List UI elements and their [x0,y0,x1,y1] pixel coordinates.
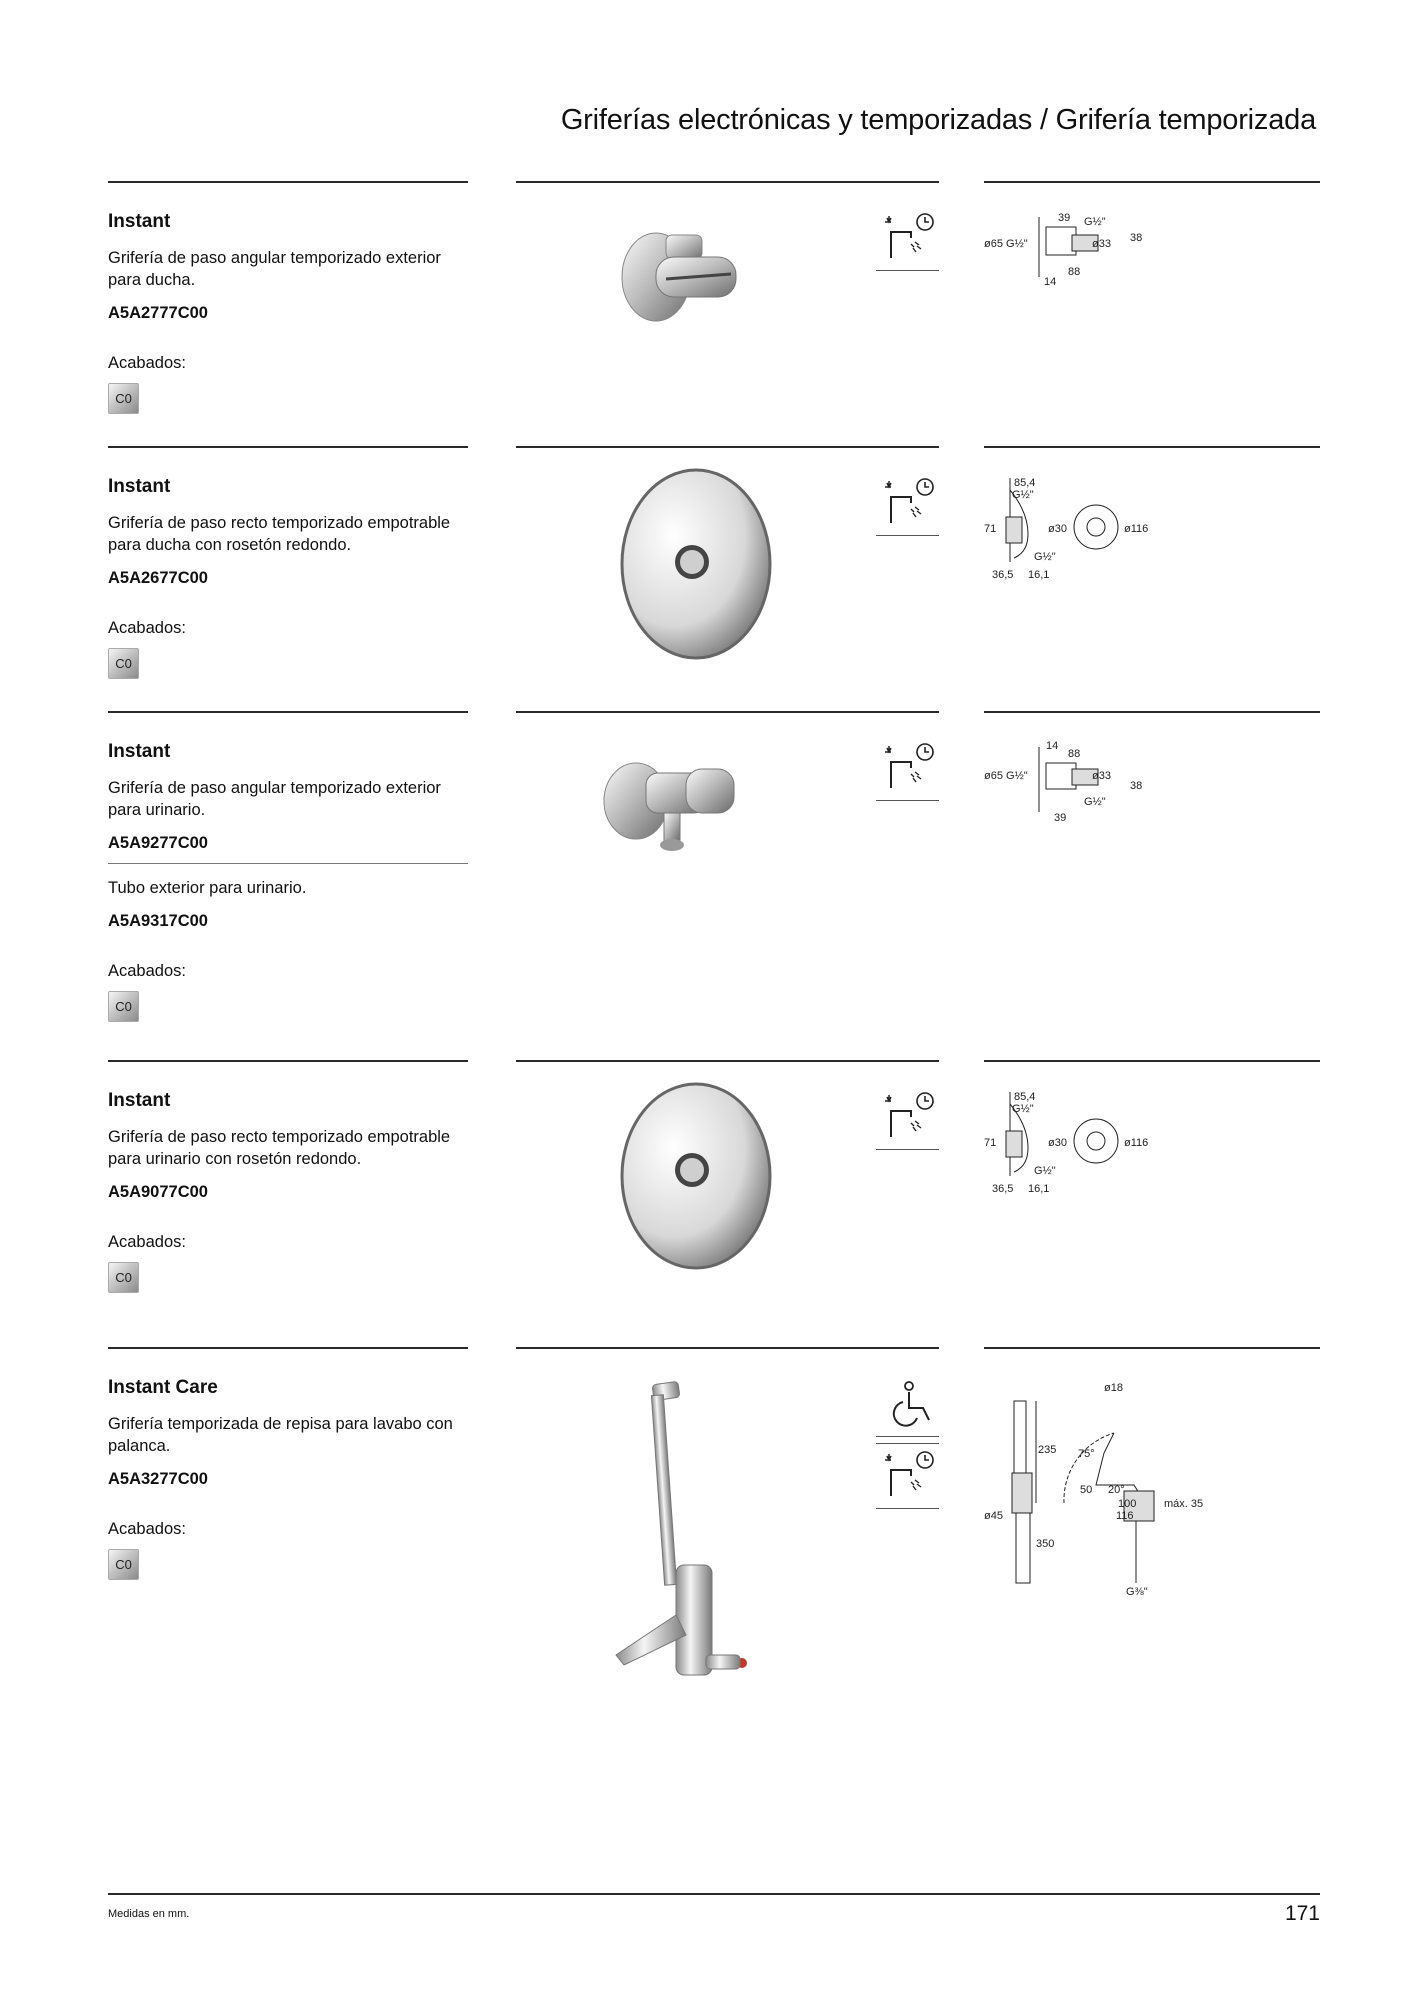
dimension-label: ø45 [984,1510,1003,1522]
product-code: A5A2677C00 [108,569,208,587]
feature-icons [876,205,939,271]
product-code: A5A9077C00 [108,1183,208,1201]
accessibility-icon [876,1371,939,1437]
finish-swatch-chrome: C0 [108,648,139,679]
dimension-label: G½" [1034,551,1056,563]
dimension-label: G½" [1084,216,1106,228]
technical-drawing [984,472,1164,592]
dimension-label: ø30 [1048,523,1067,535]
divider [984,711,1320,713]
product-info [108,476,468,679]
dimension-label: 16,1 [1028,1183,1050,1195]
dimension-label: ø30 [1048,1137,1067,1149]
product-name: Instant [108,211,171,232]
product-info [108,1090,468,1293]
product-row [0,1347,1414,1727]
divider [984,181,1320,183]
product-info [108,741,468,1022]
product-photo [516,464,856,674]
finish-swatch-chrome: C0 [108,1262,139,1293]
product-photo [516,729,856,879]
divider [108,711,468,713]
page-title: Griferías electrónicas y temporizadas / Grifería temporizada [560,104,1316,136]
accessory-description: Tubo exterior para urinario. [108,879,307,897]
technical-drawing [984,1086,1164,1206]
dimension-label: 88 [1068,266,1081,278]
product-photo [516,1078,856,1278]
dimension-label: ø33 [1092,238,1111,250]
divider [984,1060,1320,1062]
divider [984,1347,1320,1349]
dimension-label: ø18 [1104,1382,1123,1394]
finishes-label: Acabados: [108,1520,186,1538]
dimension-label: máx. 35 [1164,1498,1204,1510]
product-row [0,181,1414,421]
accessory-code: A5A9317C00 [108,912,208,930]
timed-shower-icon [876,1443,939,1509]
timed-shower-icon [876,1084,939,1150]
product-description: Grifería de paso angular temporizado exterior para urinario. [108,779,441,819]
dimension-label: 350 [1036,1538,1055,1550]
dimension-label: 38 [1130,780,1143,792]
product-row [0,711,1414,1041]
divider [516,1060,939,1062]
dimension-label: 20° [1108,1484,1125,1496]
dimension-label: G½" [1084,796,1106,808]
dimension-label: 235 [1038,1444,1057,1456]
dimension-label: G½" [1012,489,1034,501]
dimension-label: 88 [1068,748,1081,760]
product-info [108,211,468,414]
footer-note: Medidas en mm. [108,1908,190,1920]
feature-icons [876,1371,939,1509]
divider [516,1347,939,1349]
dimension-label: 75° [1078,1448,1095,1460]
product-photo [516,1365,856,1695]
product-name: Instant [108,476,171,497]
divider [108,181,468,183]
dimension-label: 36,5 [992,569,1014,581]
dimension-label: 38 [1130,232,1143,244]
divider [108,1060,468,1062]
dimension-label: 14 [1046,740,1059,752]
dimension-label: ø65 G½" [984,770,1028,782]
product-description: Grifería de paso angular temporizado exterior para ducha. [108,249,441,289]
timed-shower-icon [876,205,939,271]
technical-drawing [984,1373,1244,1613]
dimension-label: 39 [1058,212,1071,224]
technical-drawing [984,207,1144,297]
product-info [108,1377,468,1580]
dimension-label: ø33 [1092,770,1111,782]
finishes-label: Acabados: [108,1233,186,1251]
dimension-label: 71 [984,523,997,535]
dimension-label: 14 [1044,276,1057,288]
divider [516,711,939,713]
dimension-label: ø65 G½" [984,238,1028,250]
dimension-label: G½" [1012,1103,1034,1115]
dimension-label: 100 [1118,1498,1137,1510]
finish-swatch-chrome: C0 [108,1549,139,1580]
feature-icons [876,735,939,801]
feature-icons [876,470,939,536]
dimension-label: ø116 [1124,1137,1149,1149]
sub-divider [108,863,468,864]
dimension-label: 71 [984,1137,997,1149]
divider [984,446,1320,448]
product-name: Instant [108,1090,171,1111]
technical-drawing [984,737,1144,827]
footer-divider [108,1893,1320,1895]
finishes-label: Acabados: [108,619,186,637]
product-code: A5A2777C00 [108,304,208,322]
product-code: A5A9277C00 [108,834,208,852]
product-description: Grifería de paso recto temporizado empotrable para ducha con rosetón redondo. [108,514,451,554]
product-name: Instant Care [108,1377,218,1398]
dimension-label: ø116 [1124,523,1149,535]
dimension-label: 85,4 [1014,1091,1036,1103]
finish-swatch-chrome: C0 [108,383,139,414]
dimension-label: 116 [1116,1510,1134,1522]
divider [108,1347,468,1349]
product-description: Grifería de paso recto temporizado empotrable para urinario con rosetón redondo. [108,1128,451,1168]
dimension-label: G⅜" [1126,1586,1148,1598]
finish-swatch-chrome: C0 [108,991,139,1022]
dimension-label: 39 [1054,812,1067,824]
dimension-label: 50 [1080,1484,1093,1496]
product-row [0,446,1414,686]
divider [108,446,468,448]
finishes-label: Acabados: [108,962,186,980]
feature-icons [876,1084,939,1150]
page-number: 171 [1284,1902,1320,1925]
product-description: Grifería temporizada de repisa para lavabo con palanca. [108,1415,453,1455]
dimension-label: G½" [1034,1165,1056,1177]
product-code: A5A3277C00 [108,1470,208,1488]
timed-shower-icon [876,470,939,536]
dimension-label: 36,5 [992,1183,1014,1195]
timed-shower-icon [876,735,939,801]
dimension-label: 85,4 [1014,477,1036,489]
product-name: Instant [108,741,171,762]
dimension-label: 16,1 [1028,569,1050,581]
finishes-label: Acabados: [108,354,186,372]
product-row [0,1060,1414,1320]
divider [516,181,939,183]
divider [516,446,939,448]
product-photo [516,199,856,349]
